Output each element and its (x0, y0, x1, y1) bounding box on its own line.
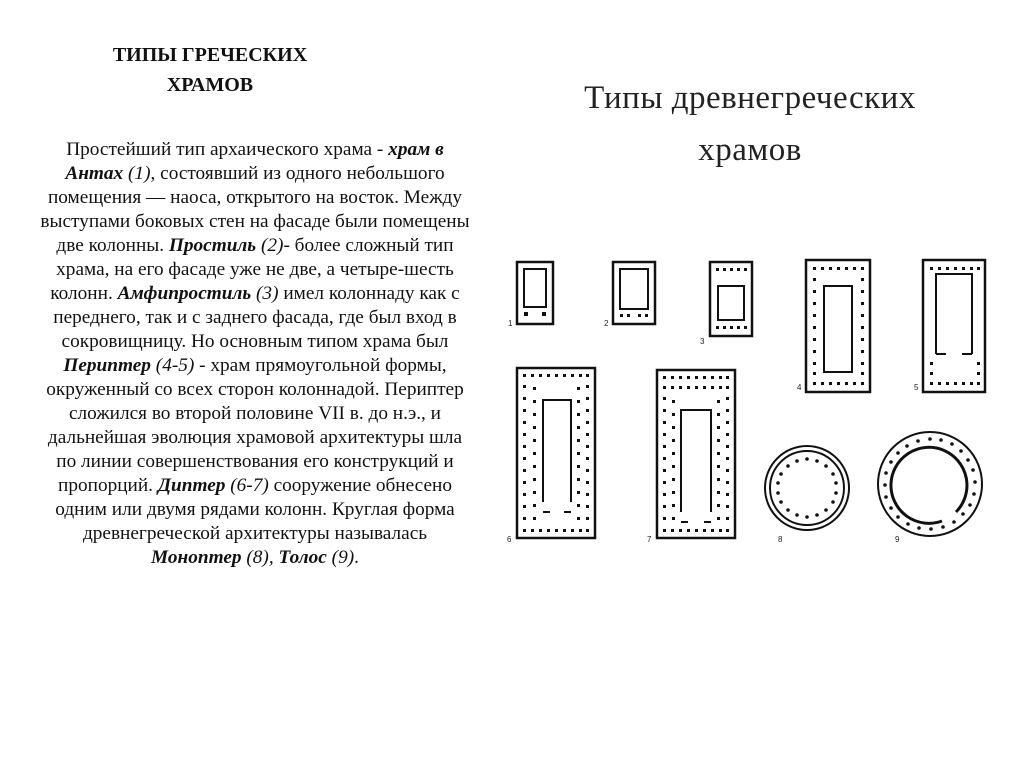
text-segment: , состоявший из одного небольшого помещения — наоса, открытого на восток. Между выступами боковых стен на фасаде были помещены две колонны. (40, 163, 470, 256)
text-segment: - более сложный тип храма, на его фасаде уже не две, а четыре-шесть колонн. (50, 235, 454, 304)
plan-4-peripteros (797, 260, 870, 392)
slide-title (60, 40, 360, 100)
plan-label-5: 5 (914, 383, 919, 392)
term-peripteros: Периптер (63, 355, 151, 376)
text-segment: сооружение обнесено одним или двумя рядами колонн. Круглая форма древнегреческой архитектуры называлась (55, 475, 455, 544)
plan-2-prostyle (604, 262, 655, 328)
plan-1-in-antis (508, 262, 553, 328)
plan-label-3: 3 (700, 337, 705, 346)
slide-title-line2: ХРАМОВ (166, 74, 254, 96)
plan-7-colonnade (663, 376, 729, 532)
term-monopteros: Моноптер (151, 547, 242, 568)
ref-8: (8), (241, 547, 274, 568)
term-tholos: Толос (278, 547, 327, 568)
figure-title-line1: Типы древнегреческих (584, 80, 916, 116)
term-prostyle: Простиль (168, 235, 257, 256)
plan-label-7: 7 (647, 535, 652, 544)
plan-label-2: 2 (604, 319, 609, 328)
plan-8-colonnade (776, 457, 838, 519)
plan-6-dipteros (507, 368, 595, 544)
text-segment: - храм прямоугольной формы, окруженный со всех сторон колоннадой. Периптер сложился во второй половине VII в. до н.э., и дальнейшая эволюция храмовой архитектуры шла по линии совершенствования его конструкций и пропорций. (46, 355, 464, 496)
body-paragraph (38, 138, 472, 570)
ref-3: (3) (251, 283, 279, 304)
text-segment: имел колоннаду как с переднего, так и с заднего фасада, где был вход в сокровищницу. Но основным типом храма был (53, 283, 460, 352)
term-antae: храм в Антах (65, 139, 444, 184)
plan-5-peripteros (914, 260, 985, 392)
text-segment: Простейший тип архаического храма - (66, 139, 389, 160)
temple-plans-figure (500, 250, 1010, 560)
term-amphiprostyle: Амфипростиль (117, 283, 252, 304)
plan-7-dipteros (647, 370, 735, 544)
plan-3-amphiprostyle (700, 262, 752, 346)
text-segment: . (354, 547, 359, 568)
plan-label-8: 8 (778, 535, 783, 544)
term-dipteros: Диптер (157, 475, 226, 496)
plan-label-4: 4 (797, 383, 802, 392)
plan-label-1: 1 (508, 319, 513, 328)
plan-9-colonnade (883, 437, 977, 531)
ref-2: (2) (256, 235, 284, 256)
figure-title (530, 72, 970, 176)
ref-1: (1) (123, 163, 151, 184)
plan-6-colonnade (523, 374, 589, 532)
ref-9: (9) (326, 547, 355, 568)
plan-label-6: 6 (507, 535, 512, 544)
figure-title-line2: храмов (698, 132, 802, 168)
plan-label-9: 9 (895, 535, 900, 544)
plan-8-monopteros (765, 446, 849, 544)
ref-6-7: (6-7) (225, 475, 269, 496)
plan-4-colonnade (813, 267, 864, 385)
ref-4-5: (4-5) (150, 355, 195, 376)
plan-9-tholos (878, 432, 982, 544)
slide-title-line1: ТИПЫ ГРЕЧЕСКИХ (112, 44, 308, 66)
